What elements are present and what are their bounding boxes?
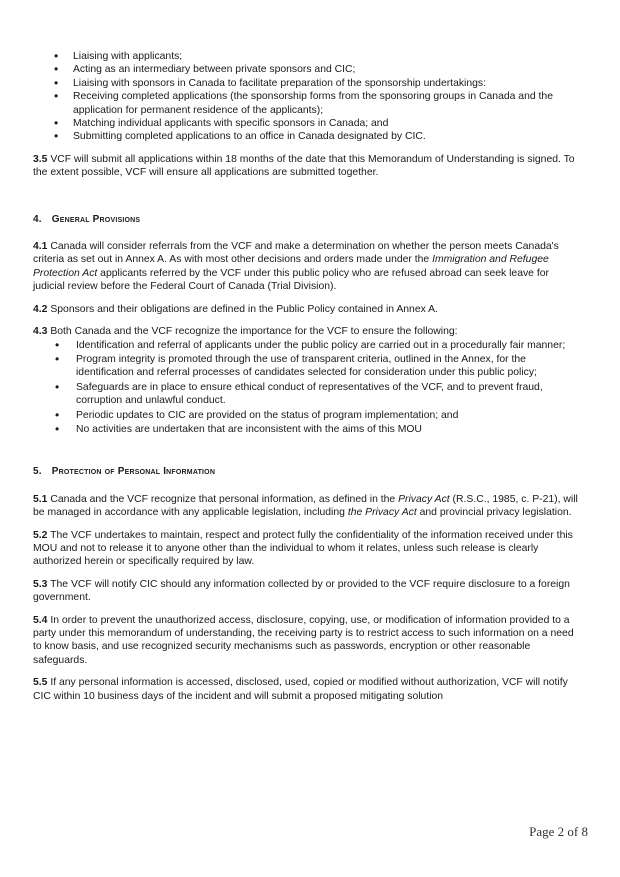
clause-text: Sponsors and their obligations are defined in the Public Policy contained in Annex A. bbox=[47, 303, 438, 315]
paragraph-5-3 bbox=[33, 578, 581, 605]
clause-number: 5.1 bbox=[33, 493, 48, 505]
section-heading-personal-information bbox=[33, 465, 581, 478]
list-item: • Matching individual applicants with specific sponsors in Canada; and bbox=[33, 117, 581, 130]
list-item: • Receiving completed applications (the sponsorship forms from the sponsoring groups in Canada and the application for permanent residence of the applicants); bbox=[33, 90, 581, 117]
paragraph-5-4 bbox=[33, 614, 581, 668]
clause-text: Both Canada and the VCF recognize the importance for the VCF to ensure the following: bbox=[47, 326, 458, 338]
list-item: • Program integrity is promoted through the use of transparent criteria, outlined in the Annex, for the identification and referral processes of candidates selected for consideration under this public policy; bbox=[33, 353, 581, 380]
clause-text: VCF will submit all applications within 18 months of the date that this Memorandum of Understanding is signed. To the extent possible, VCF will ensure all applications are submitted together. bbox=[33, 153, 575, 179]
section-number: 4. bbox=[33, 213, 42, 225]
list-item: • Liaising with applicants; bbox=[33, 50, 581, 63]
clause-number: 5.4 bbox=[33, 614, 48, 626]
section-title: General Provisions bbox=[51, 213, 141, 225]
clause-number: 4.3 bbox=[33, 326, 48, 338]
clause-text: The VCF will notify CIC should any information collected by or provided to the VCF require disclosure to a foreign government. bbox=[33, 578, 570, 604]
paragraph-4-2 bbox=[33, 303, 581, 316]
clause-text: applicants referred by the VCF under this public policy who are refused abroad can seek leave for judicial review before the Federal Court of Canada (Trial Division). bbox=[33, 267, 549, 293]
section-heading-general-provisions bbox=[33, 213, 581, 226]
paragraph-5-5 bbox=[33, 676, 581, 703]
section-number: 5. bbox=[33, 466, 42, 478]
clause-number: 3.5 bbox=[33, 153, 48, 165]
paragraph-4-1 bbox=[33, 240, 581, 294]
clause-text: The VCF undertakes to maintain, respect and protect fully the confidentiality of the information received under this MOU and not to release it to anyone other than the individual to whom it relates, unless such release is clearly authorized herein or specifically required by law. bbox=[33, 529, 573, 568]
act-title: Privacy Act bbox=[398, 493, 450, 505]
clause-number: 5.3 bbox=[33, 578, 48, 590]
page-content bbox=[33, 50, 581, 703]
act-title: Immigration and Refugee Protection Act bbox=[33, 254, 549, 279]
clause-number: 5.5 bbox=[33, 677, 48, 689]
clause-text: (R.S.C., 1985, c. P-21), will be managed in accordance with any applicable legislation, including bbox=[33, 493, 578, 519]
clause-number: 4.2 bbox=[33, 303, 48, 315]
list-item: • Liaising with sponsors in Canada to facilitate preparation of the sponsorship undertakings: bbox=[33, 77, 581, 90]
section-title: Protection of Personal Information bbox=[51, 466, 216, 478]
clause-text: Canada and the VCF recognize that personal information, as defined in the bbox=[47, 493, 399, 505]
clause-text: and provincial privacy legislation. bbox=[416, 507, 572, 519]
list-item: • Acting as an intermediary between private sponsors and CIC; bbox=[33, 63, 581, 76]
list-item: • Identification and referral of applicants under the public policy are carried out in a procedurally fair manner; bbox=[33, 339, 581, 352]
vcf-duties-list bbox=[33, 50, 581, 144]
recognition-list bbox=[33, 339, 581, 437]
clause-text: If any personal information is accessed, disclosed, used, copied or modified without authorization, VCF will notify CIC within 10 business days of the incident and will submit a proposed mitigating solution bbox=[33, 677, 568, 702]
list-item: • Periodic updates to CIC are provided on the status of program implementation; and bbox=[33, 409, 581, 422]
paragraph-3-5 bbox=[33, 153, 581, 180]
list-item: • No activities are undertaken that are inconsistent with the aims of this MOU bbox=[33, 423, 581, 436]
clause-text: In order to prevent the unauthorized access, disclosure, copying, use, or modification of information provided to a party under this memorandum of understanding, the receiving party is to restrict access to such information on a need to know basis, and use recognized security mechanisms such as passwords, encryption or other reasonable safeguards. bbox=[33, 614, 574, 666]
paragraph-5-2 bbox=[33, 529, 581, 569]
paragraph-5-1 bbox=[33, 493, 581, 520]
act-title: the Privacy Act bbox=[347, 507, 417, 519]
page-number: Page 2 of 8 bbox=[529, 824, 588, 839]
paragraph-4-3 bbox=[33, 325, 581, 338]
clause-number: 4.1 bbox=[33, 241, 48, 253]
list-item: • Submitting completed applications to an office in Canada designated by CIC. bbox=[33, 130, 581, 143]
clause-text: Canada will consider referrals from the VCF and make a determination on whether the person meets Canada's criteria as set out in Annex A. As with most other decisions and orders made under the bbox=[33, 241, 559, 266]
list-item: • Safeguards are in place to ensure ethical conduct of representatives of the VCF, and to prevent fraud, corruption and unlawful conduct. bbox=[33, 381, 581, 408]
clause-number: 5.2 bbox=[33, 529, 48, 541]
